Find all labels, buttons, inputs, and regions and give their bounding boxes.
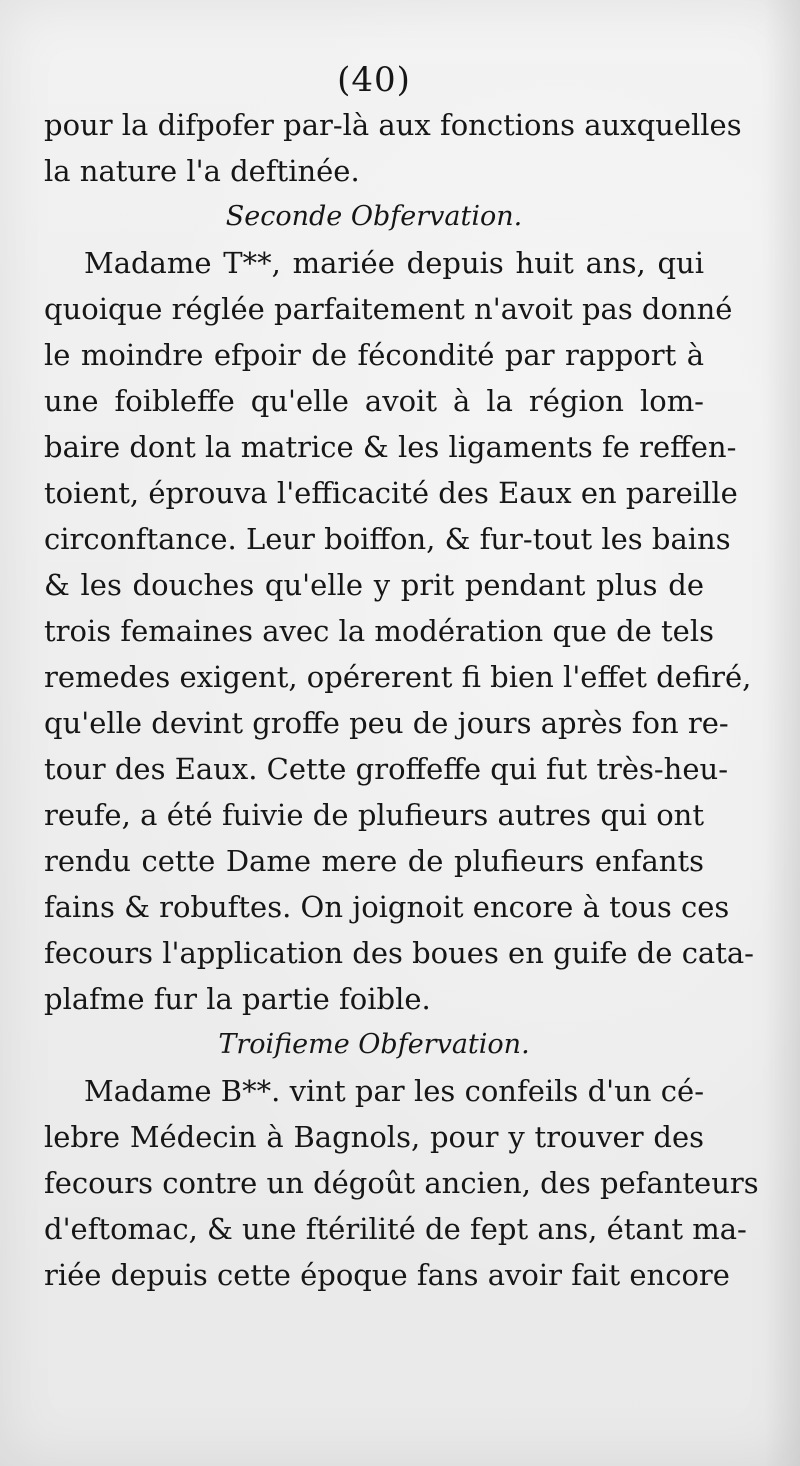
text-line: une foibleffe qu'elle avoit à la région lom- — [44, 384, 704, 418]
text-line: plafme fur la partie foible. — [44, 982, 431, 1016]
text-line: reufe, a été fuivie de plufieurs autres qui ont — [44, 798, 704, 832]
section-heading: Seconde Obfervation. — [225, 201, 523, 232]
text-line: fecours contre un dégoût ancien, des pefanteurs — [44, 1166, 759, 1200]
text-line: toient, éprouva l'efficacité des Eaux en pareille — [44, 476, 738, 510]
text-line: le moindre efpoir de fécondité par rapport à — [44, 338, 704, 372]
text-line: riée depuis cette époque fans avoir fait encore — [44, 1258, 730, 1292]
text-line: quoique réglée parfaitement n'avoit pas donné — [44, 292, 733, 326]
text-line: pour la difpofer par-là aux fonctions auxquelles — [44, 108, 742, 142]
text-line: Madame T**, mariée depuis huit ans, qui — [84, 246, 704, 280]
page-number: (40) — [337, 60, 411, 100]
text-line: circonftance. Leur boiffon, & fur-tout les bains — [44, 522, 731, 556]
page-text — [44, 60, 759, 1298]
text-line: qu'elle devint groffe peu de jours après fon re- — [44, 706, 729, 740]
text-line: la nature l'a deftinée. — [44, 154, 360, 188]
text-line: & les douches qu'elle y prit pendant plus de — [44, 568, 704, 602]
text-line: lebre Médecin à Bagnols, pour y trouver des — [44, 1120, 704, 1154]
text-line: tour des Eaux. Cette groffeffe qui fut très-heu- — [44, 752, 728, 786]
text-line: trois femaines avec la modération que de tels — [44, 614, 714, 648]
text-line: fecours l'application des boues en guife de cata- — [44, 936, 754, 970]
text-line: remedes exigent, opérerent fi bien l'effet defiré, — [44, 660, 752, 694]
text-line: Madame B**. vint par les confeils d'un cé- — [84, 1074, 704, 1108]
text-line: baire dont la matrice & les ligaments fe reffen- — [44, 430, 737, 464]
text-line: rendu cette Dame mere de plufieurs enfants — [44, 844, 704, 878]
page-edge-shadow — [764, 0, 800, 1466]
section-heading: Troifieme Obfervation. — [218, 1029, 530, 1060]
text-line: fains & robuftes. On joignoit encore à tous ces — [44, 890, 730, 924]
text-line: d'eftomac, & une ftérilité de fept ans, étant ma- — [44, 1212, 747, 1246]
